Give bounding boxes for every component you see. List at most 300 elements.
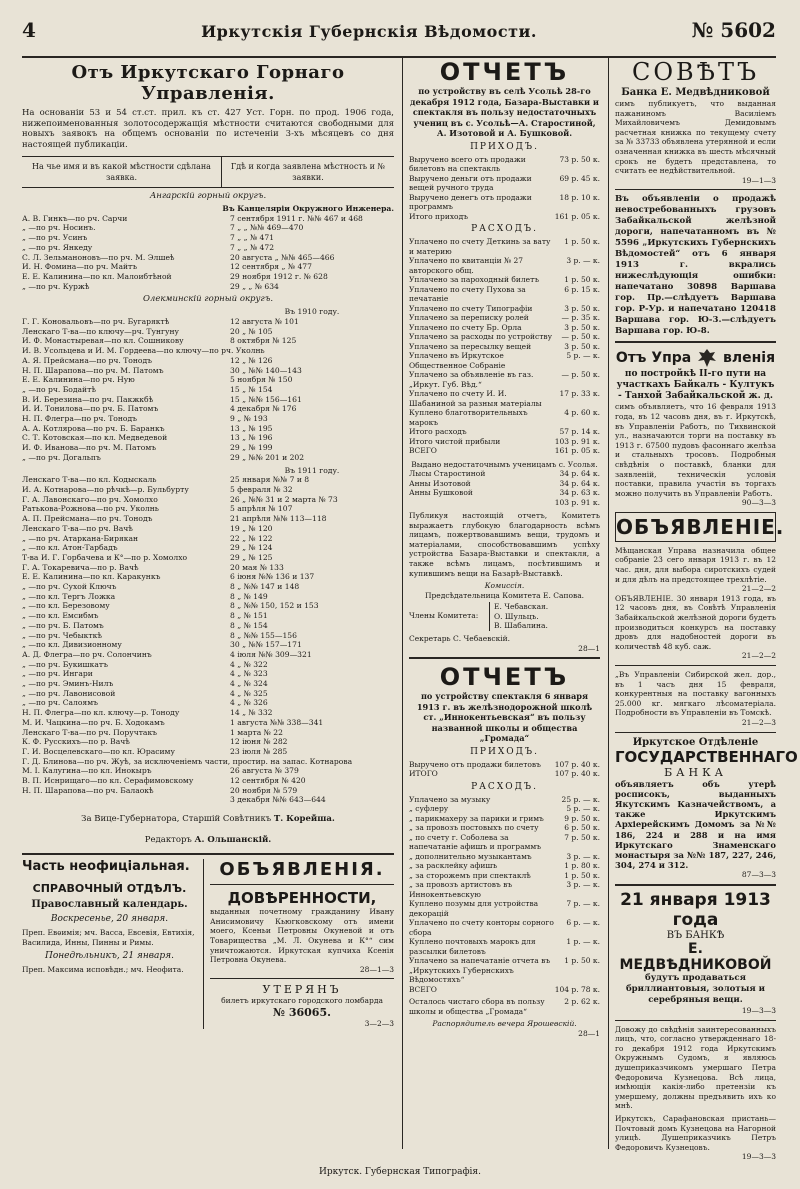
claim-holder: Е. Е. Калинина—по кл. Каракункъ — [22, 572, 161, 582]
account-value: 17 р. 33 к. — [559, 389, 600, 398]
claim-holder: Ленскаго Т-ва—по кл. Кодыскаль — [22, 475, 157, 485]
account-value: 34 р. 64 к. — [559, 469, 600, 479]
table-row — [22, 582, 394, 592]
ad-code: 19—3—3 — [741, 1005, 776, 1015]
account-value: 161 р. 05 к. — [554, 211, 600, 221]
claim-registration: 8 „ №№ 155—156 — [230, 630, 297, 640]
saints-list: Преп. Евѳимія; мч. Васса, Евсевія, Евтихія, Василида, Инны, Пинны и Римы. — [22, 928, 195, 947]
account-value: 9 р. 50 к. — [564, 813, 600, 823]
lost-title: УТЕРЯНЪ — [262, 983, 342, 997]
executor-text: Довожу до свѣдѣнія заинтересованныхъ лицъ, что, согласно утвержденнаго 18-го декабря 1912 года Иркутскимъ Окружнымъ Судомъ, я являюсь душеприказчикомъ умершаго Петра Федоровича Кузнецова. Всѣ лица, имѣющія какія-либо претензіи къ умершему, должны предъявить ихъ ко мнѣ. — [615, 1024, 776, 1111]
header-left: На чье имя и въ какой мѣстности сдѣлана заявка. — [22, 157, 222, 187]
ad-code: 21—2—3 — [741, 717, 776, 727]
claim-holder: К. Ф. Русскихъ—по р. Вачѣ — [22, 737, 130, 747]
table-row — [22, 253, 394, 263]
table-row — [22, 601, 394, 611]
account-value: 3 р. — к. — [566, 851, 600, 861]
table-row — [22, 786, 394, 796]
part-title: Часть неофиціальная. — [22, 859, 190, 875]
claim-holder: „ —по рч. Букишкатъ — [22, 659, 108, 669]
table-row — [22, 262, 394, 272]
claim-holder: Г. А. Токаревича—по р. Вачѣ — [22, 562, 139, 572]
announcement-text: Мѣщанская Управа назначила общее собраніе 23 сего января 1913 г. въ 12 час. дня, для выбора сиротскихъ судей и для дѣлъ на предстоящее трехлѣтіе. — [615, 545, 776, 584]
table-row — [22, 631, 394, 641]
editor-label: Редакторъ — [144, 835, 192, 846]
table-row — [22, 679, 394, 689]
account-item: Анны Изотовой — [409, 478, 471, 488]
account-value: 3 р. — к. — [566, 256, 600, 265]
claim-registration: 25 января №№ 7 и 8 — [230, 475, 310, 485]
table-row — [22, 757, 394, 767]
account-value: 1 р. 80 к. — [564, 861, 600, 871]
remainder-value: 2 р. 62 к. — [564, 997, 600, 1007]
account-item: Уплачено по счету Деткинь за вату и материю — [409, 237, 551, 256]
issued-heading: Выдано недостаточнымъ ученицамъ с. Усолья. — [411, 459, 598, 469]
claim-registration: 20 мая № 133 — [230, 562, 284, 572]
claim-registration: 20 августа „ №№ 465—466 — [230, 252, 335, 262]
account-value: 1 р. 50 к. — [564, 956, 600, 966]
account-line — [409, 437, 600, 447]
account-item: Итого приходъ — [409, 211, 468, 221]
claim-holder: И. А. Котнарова—по рѣчкѣ—р. Бульбурту — [22, 484, 189, 494]
member: Е. Чебавская. — [494, 602, 549, 612]
account-line — [409, 427, 600, 437]
account-value: 107 р. 40 к. — [554, 769, 600, 779]
account-item: „ дополнительно музыкантамъ — [409, 851, 532, 861]
account-item: Выручено деньги отъ продажи вещей ручного труда — [409, 173, 532, 192]
sale-bank-name: Е. МЕДВѢДНИКОВОЙ — [619, 940, 772, 973]
table-row — [22, 776, 394, 786]
account-line — [409, 899, 600, 918]
account-item: Уплачено по счету Бр. Орла — [409, 322, 522, 332]
claim-holder: „ —по рч. Салоямъ — [22, 698, 98, 708]
account-line — [409, 237, 600, 256]
claim-holder: Ленскаго Т-ва—по рч. Поручтакъ — [22, 727, 158, 737]
table-row — [22, 728, 394, 738]
claim-registration: 4 „ № 325 — [230, 688, 268, 698]
claim-holder: Н. П. Шарапова—по рч. М. Патомъ — [22, 365, 164, 375]
claim-registration — [222, 346, 394, 356]
account-line — [409, 852, 600, 862]
account-item: Итого расходъ — [409, 427, 467, 436]
account-line — [409, 479, 600, 489]
table-row — [22, 650, 394, 660]
upravlenie-text: симъ объявляетъ, что 16 февраля 1913 года, въ 12 часовъ дня, въ г. Иркутскѣ, въ Управленіи Работъ, по Тихвинской ул., назначаются торги на поставку въ 1913 г. 67500 пудовъ фасоннаго желѣза и стальныхъ тросовъ. Подробныя свѣдѣнія о поставкѣ, бланки для заявленій, техническія условія поставки, правила участія въ торгахъ можно получить въ Управленіи Работъ. — [615, 402, 776, 498]
claim-holder: „ —по рч. Усинъ — [22, 233, 88, 243]
member: О. Шульцъ. — [494, 611, 539, 621]
account-value: — р. 35 к. — [561, 313, 600, 322]
remainder-label: Осталось чистаго сбора въ пользу школы и общества „Громада“ — [409, 997, 545, 1016]
claim-registration: 8 „ № 154 — [230, 620, 268, 630]
account-item: Уплачено по квитанціи № 27 авторского общ. — [409, 256, 524, 275]
ad-code: 21—2—2 — [741, 651, 776, 661]
claim-registration: 4 декабря № 176 — [230, 404, 297, 414]
masthead — [22, 18, 776, 58]
claim-registration: 5 февраля № 32 — [230, 484, 293, 494]
account-line — [409, 871, 600, 881]
claim-holder: „ —по рч. Носинъ. — [22, 223, 96, 233]
claim-holder: Ленскаго Т-ва—по рч. Вачѣ — [22, 523, 133, 533]
table-row — [22, 272, 394, 282]
claim-registration: 20 ноября № 579 — [230, 785, 298, 795]
table-row — [22, 443, 394, 453]
claim-registration: 5 ноября № 150 — [230, 375, 293, 385]
account-line — [409, 212, 600, 222]
account-item: Выручено отъ продажи билетовъ — [409, 759, 541, 769]
account-line — [409, 256, 600, 275]
report-subtitle: по устройству въ селѣ Усольѣ 28-го декабря 1912 года, Базара-Выставки и спектакля въ пользу недостаточныхъ учениц въ с. Усольѣ—А. Старостиной, А. Изотовой и А. Бушковой. — [410, 86, 599, 138]
account-line — [409, 342, 600, 352]
account-item — [409, 498, 554, 508]
account-value: 103 р. 91 к. — [554, 436, 600, 446]
account-value: 57 р. 14 к. — [559, 427, 600, 436]
table-row — [22, 660, 394, 670]
account-value: 7 р. — к. — [566, 899, 600, 909]
account-value: 34 р. 63 к. — [559, 488, 600, 498]
claim-holder: Е. Е. Калинина—по кл. Малоибтѣной — [22, 271, 172, 281]
claim-holder: А. Д. Флегра—по рч. Солончинъ — [22, 649, 152, 659]
table-row — [22, 356, 394, 366]
railway-notice: Въ объявленіи о продажѣ невостребованныхъ грузовъ Забайкальской желѣзной дороги, напечатанномъ въ № 5596 „Иркутскихъ Губернскихъ Вѣдомостей“ отъ 6 января 1913 г. вкрались нижеслѣдующія ошибки: напечатано 30898 Варшава гор. Пр.—слѣдуетъ Варшава гор. Р-Ур. и напечатано 120418 Варшава гор. Ю-3.—слѣдуетъ Варшава гор. Ю-8. — [615, 194, 776, 337]
table-row — [22, 621, 394, 631]
account-value: 1 р. 50 к. — [564, 275, 600, 284]
account-item: Куплено благотворительныхъ марокъ — [409, 408, 528, 427]
account-line — [409, 408, 600, 427]
claim-registration: 12 „ № 126 — [230, 355, 273, 365]
claim-holder: „ —по рч. Ингари — [22, 669, 93, 679]
claim-holder: „ —по кл. Тергъ Ложка — [22, 591, 116, 601]
expense-heading: РАСХОДЪ. — [471, 781, 538, 792]
year-label: Въ 1911 году. — [284, 465, 340, 475]
section-title: Ангарскій горный округъ. — [149, 191, 267, 201]
claim-holder: „ —по кл. Дивизионному — [22, 640, 122, 650]
claim-holder: „ —по рч. Атаркана-Бирякан — [22, 533, 139, 543]
claim-registration: 9 „ № 193 — [230, 414, 268, 424]
account-value: 69 р. 45 к. — [559, 173, 600, 183]
account-line — [409, 389, 600, 408]
account-item: Итого чистой прибыли — [409, 436, 501, 446]
claim-registration: 14 „ № 332 — [230, 708, 273, 718]
claim-holder: А. А. Котлярова—по рч. Б. Баранкъ — [22, 423, 165, 433]
account-item: „ суфлеру — [409, 804, 449, 814]
section-title: Олекминскій горный округъ. — [142, 294, 274, 305]
claim-holder: Г. И. Восцелевскаго—по кл. Юрасиму — [22, 746, 175, 756]
claim-holder: А. В. Гинкъ—по рч. Сарчи — [22, 213, 128, 223]
claim-registration: 12 сентября „ № 477 — [230, 262, 312, 272]
claim-registration: 13 „ № 195 — [230, 423, 273, 433]
claim-registration: 4 „ № 326 — [230, 698, 268, 708]
account-line — [409, 880, 600, 899]
ad-code: 3—2—3 — [364, 1018, 394, 1028]
account-value: 34 р. 64 к. — [559, 478, 600, 488]
claim-registration: 30 „ №№ 157—171 — [230, 640, 302, 650]
account-item: Уплачено за напечатаніе отчета въ „Иркутскихъ Губернскихъ Вѣдомостяхъ“ — [409, 956, 551, 985]
claim-holder: „ —по рч. Чебыкткѣ — [22, 630, 102, 640]
claim-holder: М. І. Калугина—по кл. Инокыръ — [22, 766, 152, 776]
account-item: Выручено денегъ отъ продажи программъ — [409, 192, 532, 211]
account-item: Уплачено по счету Типографіи — [409, 303, 533, 313]
calendar-title: Православный календарь. — [31, 899, 188, 911]
claim-holder: Г. Д. Блинова—по рч. Жуѣ, за исключеніемъ части, простир. на запас. Котнарова — [22, 756, 353, 766]
table-row — [22, 572, 394, 582]
day-heading: Воскресенье, 20 января. — [50, 914, 169, 925]
table-row — [22, 485, 394, 495]
account-item: „ за провозъ постовыхъ по счету — [409, 823, 539, 833]
account-item: Уплачено за пересылку вещей — [409, 341, 532, 351]
claim-registration: 8 „ №№ 147 и 148 — [230, 582, 300, 592]
account-line — [409, 469, 600, 479]
table-row — [22, 563, 394, 573]
editor-name: А. Ольшанскій. — [194, 835, 272, 846]
mining-title: Отъ Иркутскаго Горнаго Управленія. — [71, 62, 345, 104]
table-row — [22, 395, 394, 405]
lost-text: билетъ иркутскаго городского ломбарда — [221, 996, 383, 1006]
account-item: „ за провозъ артистовъ въ Иннокентьевскую — [409, 880, 513, 899]
claim-registration: 4 „ № 322 — [230, 659, 268, 669]
account-value: 161 р. 05 к. — [554, 446, 600, 455]
upravlenie-title-b: вленія — [723, 350, 776, 367]
account-line — [409, 498, 600, 508]
table-row — [22, 317, 394, 327]
account-line — [409, 304, 600, 314]
account-line — [409, 769, 600, 779]
claim-holder: Ратькова-Рожнова—по рч. Уколнь — [22, 504, 159, 514]
income-heading: ПРИХОДЪ. — [470, 141, 539, 152]
account-value: 107 р. 40 к. — [554, 759, 600, 769]
ad-code: 87—3—3 — [741, 870, 776, 880]
committee-label: Комиссія. — [484, 581, 525, 591]
column-reports — [402, 58, 600, 1149]
account-item: ВСЕГО — [409, 446, 437, 455]
account-value: 3 р. 50 к. — [564, 303, 600, 313]
ad-code: 19—1—3 — [741, 175, 776, 185]
account-line — [409, 446, 600, 456]
ad-code: 28—1—3 — [359, 964, 394, 974]
table-row — [22, 708, 394, 718]
header-right: Гдѣ и когда заявлена мѣстность и № заявки. — [230, 162, 386, 182]
claim-registration: 4 „ № 323 — [230, 669, 268, 679]
account-item: „ за сторожемъ при спектаклѣ — [409, 870, 531, 880]
column-mining — [22, 58, 394, 1149]
account-line — [409, 804, 600, 814]
account-value: 103 р. 91 к. — [554, 497, 600, 507]
announcement-text: „Въ Управленіи Сибирской жел. дор., въ 1 часъ дня 15 февраля, конкурентныя на поставку вагонныхъ 25.000 кг. мягкаго лѣсоматеріала. Подробности въ Управленіи въ Томскѣ. — [615, 670, 776, 718]
claim-holder: Е. Е. Калинина—по рч. Ную — [22, 375, 135, 385]
lost-number: № 36065. — [273, 1005, 331, 1019]
account-value: 6 р. 50 к. — [564, 823, 600, 833]
table-row — [22, 375, 394, 385]
account-value: 6 р. 15 к. — [564, 284, 600, 294]
claim-registration: 8 октября № 125 — [230, 336, 297, 346]
account-value: 104 р. 78 к. — [554, 984, 600, 994]
account-value: 25 р. — к. — [561, 794, 600, 804]
claim-registration: 7 „ „ № 472 — [230, 242, 275, 252]
table-row — [22, 243, 394, 253]
claim-holder: М. И. Чацкина—по рч. Б. Ходокамъ — [22, 717, 165, 727]
table-row — [22, 514, 394, 524]
report-subtitle: по устройству спектакля 6 января 1913 г. въ желѣзнодорожной школѣ ст. „Иннокентьевская“ въ пользу названной школы и общества „Громада“ — [416, 691, 593, 744]
sale-date: 21 января 1913 года — [620, 889, 771, 930]
page-number: 4 — [22, 18, 36, 42]
claim-holder: Н. П. Флегра—по рч. Тонодъ — [22, 414, 138, 424]
claim-holder: „ —по рч. Куржѣ — [22, 281, 90, 291]
office-label: Въ Канцеляріи Окружного Инженера. — [222, 204, 394, 213]
claim-registration: 20 „ № 105 — [230, 326, 273, 336]
ad-code: 28—1 — [578, 643, 600, 653]
members-block — [409, 602, 600, 631]
claim-holder: „ —по рч. Бодайтѣ — [22, 384, 96, 394]
table-row — [22, 747, 394, 757]
table-row — [22, 543, 394, 553]
secretary-line: Секретарь С. Чебаевскій. — [409, 633, 511, 643]
executor-text: Иркутскъ, Сарафановская пристань—Почтовый домъ Кузнецова на Нагорной улицѣ. Душеприказчикъ Петръ Федоровичъ Кузнецовъ. — [615, 1113, 776, 1152]
table-row — [22, 233, 394, 243]
account-line — [409, 174, 600, 193]
table-row — [22, 282, 394, 292]
claim-holder: „ —по кл. Атон-Тарбадъ — [22, 543, 118, 553]
gosbank-title: ГОСУДАРСТВЕННАГО — [615, 747, 798, 766]
account-item: „ по счету г. Соболева за напечатаніе афишъ и программъ — [409, 832, 541, 852]
table-row — [22, 795, 394, 805]
ad-code: 90—3—3 — [741, 498, 776, 508]
claim-registration: 7 „ „ № 471 — [230, 233, 275, 243]
sovet-bank: Банка Е. Медвѣдниковой — [621, 87, 770, 98]
claim-registration: 7 „ „ №№ 469—470 — [230, 223, 304, 233]
claim-holder: А. П. Прейсмана—по рч. Тонодъ — [22, 514, 153, 524]
report-title: ОТЧЕТЪ — [439, 58, 570, 86]
claim-holder: В. П. Иснрищаго—по кл. Серафимовскому — [22, 776, 194, 786]
table-row — [22, 698, 394, 708]
year-label: Въ 1910 году. — [284, 307, 340, 317]
account-line — [409, 814, 600, 824]
account-value: 5 р. — к. — [566, 351, 600, 360]
account-item: Куплено позумы для устройства декорацій — [409, 899, 539, 918]
ad-code: 21—2—2 — [741, 584, 776, 594]
upravlenie-title-a: Отъ Упра — [615, 350, 692, 367]
account-line — [409, 760, 600, 770]
claim-holder: А. Я. Прейсмана—по рч. Тонодъ — [22, 355, 152, 365]
table-row — [22, 766, 394, 776]
account-value: — р. 50 к. — [561, 370, 600, 379]
gosbank-pre: Иркутское Отдѣленіе — [632, 736, 759, 748]
claim-registration: 1 августа №№ 338—341 — [230, 717, 324, 727]
power-title: ДОВѢРЕННОСТИ, — [227, 889, 377, 908]
claim-holder: И. Ф. Монастыревая—по кл. Сошникову — [22, 336, 184, 346]
mining-intro: На основаніи 53 и 54 ст.ст. прил. къ ст. 427 Уст. Горн. по прод. 1906 года, нижепоименованныя золотосодержащія мѣстности считаются свободными для новыхъ заявокъ на общемъ основаніи по истеченіи 3-хъ мѣсяцевъ со дня настоящей публикаціи. — [22, 108, 394, 150]
claim-registration: 29 ноября 1912 г. № 628 — [230, 271, 328, 281]
member: В. Шабалина. — [494, 621, 548, 631]
account-item: Уплачено за расходы по устройству — [409, 332, 553, 341]
claim-registration: 29 „ № 125 — [230, 552, 273, 562]
account-line — [409, 795, 600, 805]
account-line — [409, 823, 600, 833]
table-row — [22, 385, 394, 395]
ad-code: 28—1 — [578, 1028, 600, 1038]
table-row — [22, 718, 394, 728]
table-row — [22, 404, 394, 414]
claim-registration: 8 „ № 151 — [230, 611, 268, 621]
claim-registration: 5 апрѣля № 107 — [230, 504, 293, 514]
reference-title: СПРАВОЧНЫЙ ОТДѢЛЪ. — [32, 882, 187, 896]
claim-registration: 12 августа № 101 — [230, 317, 299, 327]
members-label: Члены Комитета: — [409, 611, 479, 621]
thanks-text: Публикуя настоящій отчетъ, Комитетъ выражаетъ глубокую благодарность всѣмъ лицамъ, пожертвовавшимъ вещи, трудомъ и матеріалами, способствовавшимъ успѣху устройства Базара-Выставки и спектакля, а также всѣмъ лицамъ, посѣтившимъ и купившимъ вещи на Базарѣ-Выставкѣ. — [409, 511, 600, 578]
claim-holder: С. Л. Зельманоновъ—по рч. М. Элшеѣ — [22, 252, 175, 262]
claim-holder: И. Н. Фомина—по рч. Майтъ — [22, 262, 138, 272]
account-item: Уплачено за переписку ролей — [409, 313, 529, 322]
announcement-text: ОБЪЯВЛЕНІЕ. 30 января 1913 года, въ 12 часовъ дня, въ Совѣтѣ Управленія Забайкальской желѣзной дороги будетъ производиться конкурсъ на поставку дровъ для надобностей дороги въ количествѣ 48 куб. саж. — [615, 593, 776, 651]
account-line — [409, 937, 600, 956]
account-value: 1 р. 50 к. — [564, 237, 600, 246]
claim-holder: В. И. Березина—по рч. Пакжкбѣ — [22, 394, 154, 404]
newspaper-title: Иркутскія Губернскія Вѣдомости. — [201, 22, 537, 41]
day-heading: Понедѣльникъ, 21 января. — [44, 951, 174, 962]
sale-text: будутъ продаваться бриллиантовыя, золотыя и серебряныя вещи. — [625, 972, 766, 1005]
account-value: 3 р. 50 к. — [564, 341, 600, 351]
claim-registration: 12 сентября № 420 — [230, 776, 306, 786]
claim-registration: 15 „ №№ 156—161 — [230, 394, 302, 404]
account-value: 6 р. — к. — [566, 918, 600, 928]
table-row — [22, 433, 394, 443]
announcement-title: ОБЪЯВЛЕНІЕ. — [615, 512, 776, 542]
table-row — [22, 495, 394, 505]
account-value: 5 р. — к. — [566, 804, 600, 814]
account-item: ИТОГО — [409, 769, 438, 779]
claim-holder: „ —по рч. Лавонисовой — [22, 688, 116, 698]
chair-line: Предсѣдательница Комитета Е. Сапова. — [424, 590, 585, 600]
claim-registration: 23 іюля № 285 — [230, 746, 288, 756]
table-row — [22, 223, 394, 233]
account-line — [409, 956, 600, 985]
table-row — [22, 524, 394, 534]
account-value: 7 р. 50 к. — [564, 832, 600, 842]
account-value: 3 р. — к. — [566, 880, 600, 890]
account-item: Лысы Старостиной — [409, 469, 486, 479]
claim-holder: Н. П. Шарапова—по рч. Балаокѣ — [22, 785, 154, 795]
claim-registration: 3 декабря №№ 643—644 — [230, 795, 326, 805]
table-row — [22, 327, 394, 337]
claim-registration: 8 „ №№ 150, 152 и 153 — [230, 601, 319, 611]
claim-registration: 29 „ №№ 201 и 202 — [230, 452, 305, 462]
printer-footer: Иркутск. Губернская Типографія. — [319, 1167, 481, 1177]
column-ads — [608, 58, 798, 1162]
ad-code: 19—3—3 — [741, 1152, 776, 1162]
claim-registration: 15 „ № 154 — [230, 384, 273, 394]
power-text: выданныя почетному гражданину Ивану Анисимовичу Кьюгковскому отъ имени моего, Ксеньи Петровны Окуневой и отъ Товарищества „М. Л. Окунева и К°“ сим уничтожаются. Иркутская купчиха Ксенія Петровна Окунева. — [210, 907, 394, 965]
claim-holder: „ —по рч. Янкеду — [22, 242, 93, 252]
sovet-title: СОВѢТЪ — [631, 58, 760, 86]
table-row — [22, 737, 394, 747]
signature-name: Т. Корейша. — [273, 814, 335, 825]
account-line — [409, 193, 600, 212]
table-row — [22, 689, 394, 699]
account-line — [409, 488, 600, 498]
sovet-text: симъ публикуетъ, что выданная пажаниномъ Василіемъ Михайловичемъ Демидовымъ расчетная книжка по текущему счету за № 33733 объявлена утерянной и если означенная книжка въ шесть мѣсячный срокъ не будетъ представлена, то считать ее недѣйствительной. — [615, 99, 776, 176]
claim-registration: 29 „ „ № 634 — [230, 281, 279, 291]
claim-registration: 1 марта № 22 — [230, 727, 283, 737]
account-item: Куплено почтовыхъ марокъ для разсылки билетовъ — [409, 937, 536, 956]
account-value: 1 р. — к. — [566, 937, 600, 947]
gosbank-text: объявляетъ объ утерѣ росписокъ, выданныхъ Якутскимъ Казначействомъ, а также Иркутскимъ Архіерейскимъ Домомъ за №№ 186, 224 и 288 и на имя Иркутскаго Знаменскаго монастыря за №№ 187, 227, 246, 304, 274 и 312. — [615, 778, 776, 871]
account-item: Уплачено за музыку — [409, 794, 491, 804]
gosbank-bank: БАНКА — [664, 765, 727, 779]
sale-in-bank: ВЪ БАНКѢ — [666, 929, 725, 941]
table-row — [22, 669, 394, 679]
table-row — [22, 504, 394, 514]
account-line — [409, 313, 600, 323]
signature-role: За Вице-Губернатора, Старшій Совѣтникъ — [81, 814, 272, 825]
claim-holder: И. Ф. Иванова—по рч. М. Патомъ — [22, 443, 157, 453]
